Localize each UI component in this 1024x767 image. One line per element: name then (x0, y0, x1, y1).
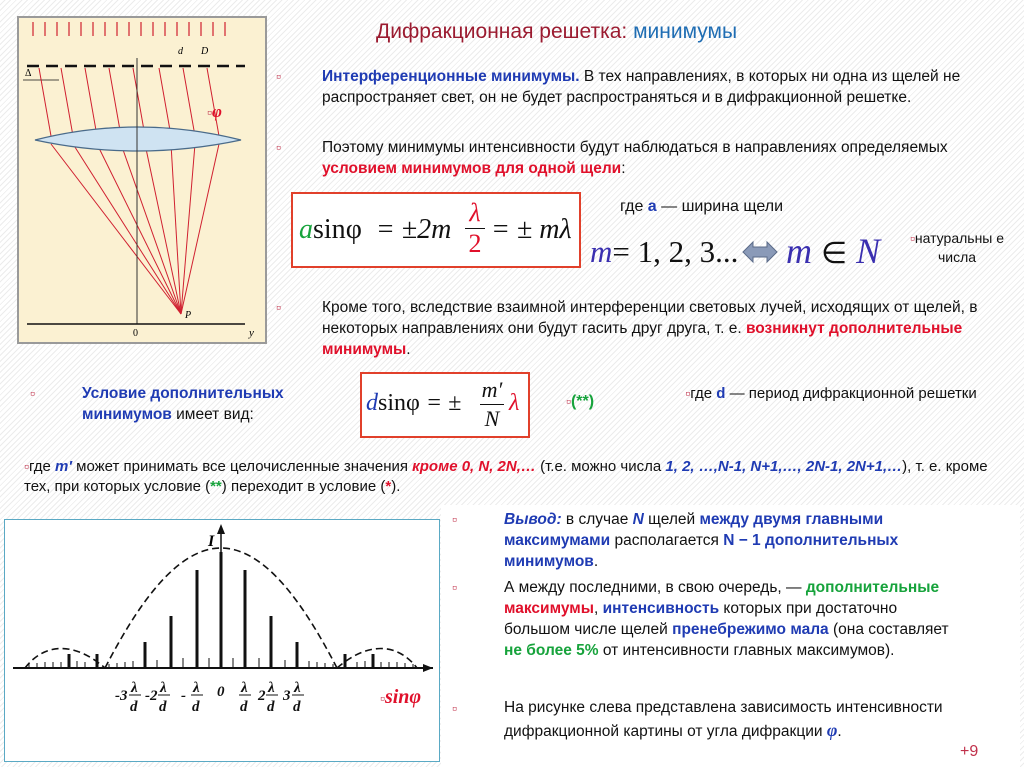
conclusion: ▫ Вывод: в случае N щелей между двумя главными максимумами располагается N − 1 дополнительных минимумов. (452, 511, 899, 570)
tick-label-3: 3 (283, 688, 291, 704)
page-title (376, 20, 737, 44)
cond-additional: ▫ Условие дополнительных минимумов имеет вид: (30, 385, 284, 423)
tick-d: d (159, 699, 167, 715)
label-d: d (178, 46, 183, 57)
where-d: ▫где d — период дифракционной решетки (685, 385, 977, 402)
phi-marker: ▫φ (207, 102, 222, 121)
formula-additional-minima: dsinφ = ± m′ N λ (360, 372, 530, 438)
lens (35, 127, 241, 151)
tick-lam: λ (160, 680, 167, 696)
para-additional-max: ▫ А между последними, в свою очередь, — дополнительные максимумы, интенсивность которых при достаточно большом числе щелей пренебрежимо мала (она составляет не более 5% от интенсивности главных максимумов). (452, 579, 949, 659)
tick-lam: λ (241, 680, 248, 696)
tick-label-2: 2 (258, 688, 266, 704)
tick-d: d (192, 699, 200, 715)
m-in-N: m ∈ N (786, 231, 881, 271)
where-a: где a — ширина щели (620, 198, 784, 215)
double-arrow-icon (741, 240, 779, 264)
para-additional-minima: ▫ Кроме того, вследствие взаимной интерференции световых лучей, исходящих от щелей, в некоторых направлениях они будут гасить друг друга, т. е. возникнут дополнительные минимумы. (276, 299, 978, 358)
square-bullet-icon: ▫ (452, 511, 457, 527)
principal-maxima (69, 552, 373, 668)
formula-single-slit: asinφ = ±2m λ 2 = ± mλ (291, 192, 581, 268)
para-single-slit: ▫ Поэтому минимумы интенсивности будут наблюдаться в направлениях определяемых условием минимумов для одной щели: (276, 139, 948, 177)
incident-rays (33, 22, 225, 36)
square-bullet-icon: ▫ (452, 579, 457, 595)
sin-phi-marker: ▫sinφ (380, 686, 422, 708)
tick-d: d (293, 699, 301, 715)
square-bullet-icon: ▫ (566, 393, 571, 409)
square-bullet-icon: ▫ (909, 230, 915, 246)
tick-d: d (240, 699, 248, 715)
label-D: D (201, 46, 209, 57)
tick-label-neg2: -2 (145, 688, 158, 704)
grating-diagram (19, 18, 265, 342)
para-interference-minima: ▫ Интерференционные минимумы. В тех направлениях, в которых ни одна из щелей не распространяет свет, он не будет распространяться и в дифракционной решетке. (276, 68, 961, 106)
natural-numbers: ▫натуральны е числа (909, 230, 1005, 265)
square-bullet-icon: ▫ (685, 385, 691, 401)
intensity-graph (4, 519, 440, 762)
double-star-label: ▫(**) (566, 393, 595, 410)
square-bullet-icon: ▫ (276, 299, 281, 315)
tick-lam: λ (193, 680, 200, 696)
tick-lam: λ (268, 680, 275, 696)
y-label: I (208, 533, 215, 550)
square-bullet-icon: ▫ (207, 104, 212, 120)
where-m-prime: ▫где m′ может принимать все целочисленные значения кроме 0, N, 2N,… (т.е. можно числа 1, 2, …,N-1, N+1,…, 2N-1, 2N+1,…), т. е. кроме тех, при которых условие (**) переходит в условие (*). (24, 458, 988, 495)
title-main: Дифракционная решетка: (376, 20, 628, 43)
diffracted-rays (39, 68, 219, 314)
tick-label-neg3: -3 (115, 688, 128, 704)
square-bullet-icon: ▫ (276, 139, 281, 155)
square-bullet-icon: ▫ (276, 68, 281, 84)
grating-figure (17, 16, 267, 344)
square-bullet-icon: ▫ (30, 385, 35, 401)
tick-d: d (130, 699, 138, 715)
tick-lam: λ (131, 680, 138, 696)
m-values: m= 1, 2, 3... (590, 234, 739, 269)
tick-label-0: 0 (217, 684, 225, 700)
square-bullet-icon: ▫ (452, 700, 457, 716)
title-sub: минимумы (633, 20, 738, 43)
tick-d: d (267, 699, 275, 715)
page-number: +9 (960, 743, 979, 760)
para-figure-desc: ▫ На рисунке слева представлена зависимость интенсивности дифракционной картины от угла дифракции φ. (452, 699, 943, 740)
label-y: y (249, 327, 254, 339)
tick-labels (115, 680, 304, 715)
square-bullet-icon: ▫ (24, 458, 29, 474)
intensity-plot (5, 520, 438, 760)
tick-lam: λ (294, 680, 301, 696)
tick-label-neg1: - (181, 688, 186, 704)
label-delta: Δ (25, 68, 32, 79)
label-O: 0 (133, 328, 138, 339)
square-bullet-icon: ▫ (380, 690, 385, 706)
label-P: P (185, 310, 192, 321)
